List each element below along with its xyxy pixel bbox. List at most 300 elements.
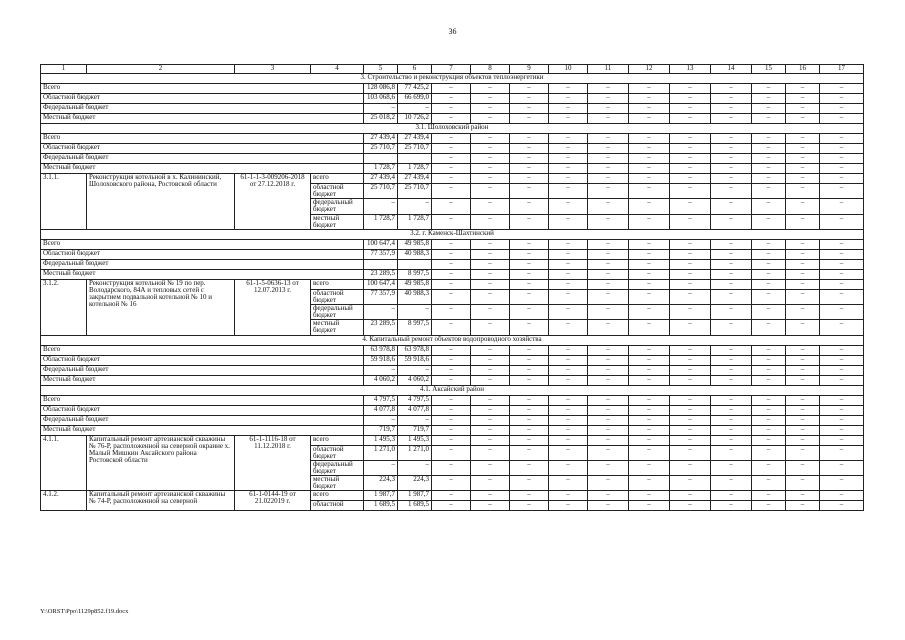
value-cell: – [820,144,864,154]
value-cell: – [820,395,864,405]
value-cell: – [432,460,471,475]
value-cell-col6: 27 439,4 [398,134,432,144]
value-cell-col5: 4 060,2 [364,375,398,385]
value-cell: – [629,491,670,501]
value-cell-col6: – [398,365,432,375]
value-cell: – [820,491,864,501]
page-number: 36 [448,27,457,36]
summary-row [41,154,864,164]
value-cell: – [629,460,670,475]
value-cell: – [549,144,588,154]
value-cell: – [820,184,864,199]
value-cell: – [471,320,510,335]
column-number-cell: 7 [432,65,471,74]
funding-source-label: областной [311,501,364,511]
value-cell: – [629,164,670,174]
value-cell-col6: – [398,305,432,320]
value-cell-col6: 1 689,5 [398,501,432,511]
value-cell: – [711,164,752,174]
value-cell: – [820,84,864,94]
value-cell: – [629,435,670,445]
value-cell-col5: 25 710,7 [364,144,398,154]
value-cell: – [471,305,510,320]
summary-row [41,405,864,415]
value-cell: – [711,174,752,184]
value-cell: – [432,476,471,491]
value-cell: – [711,355,752,365]
value-cell: – [752,84,786,94]
value-cell: – [588,199,629,214]
value-cell: – [588,239,629,249]
value-cell: – [588,259,629,269]
value-cell: – [629,114,670,124]
value-cell: – [432,355,471,365]
value-cell: – [471,460,510,475]
value-cell: – [786,395,820,405]
value-cell: – [588,164,629,174]
value-cell: – [588,269,629,279]
value-cell: – [752,104,786,114]
value-cell: – [786,259,820,269]
item-row [41,491,864,501]
value-cell-col5: 4 077,8 [364,405,398,415]
value-cell: – [820,425,864,435]
value-cell: – [786,305,820,320]
section-heading-row [41,335,864,345]
value-cell: – [752,435,786,445]
value-cell: – [670,425,711,435]
value-cell: – [820,365,864,375]
value-cell: – [471,104,510,114]
value-cell: – [471,395,510,405]
value-cell: – [786,249,820,259]
value-cell: – [752,199,786,214]
value-cell: – [670,345,711,355]
value-cell: – [549,104,588,114]
value-cell: – [510,114,549,124]
value-cell: – [510,199,549,214]
value-cell: – [510,94,549,104]
summary-row [41,259,864,269]
value-cell: – [432,435,471,445]
value-cell: – [786,104,820,114]
value-cell: – [549,445,588,460]
value-cell: – [549,239,588,249]
value-cell-col5: 63 978,8 [364,345,398,355]
summary-row [41,355,864,365]
value-cell: – [510,491,549,501]
value-cell: – [786,214,820,229]
value-cell: – [752,279,786,289]
value-cell-col5: 25 710,7 [364,184,398,199]
value-cell: – [549,501,588,511]
value-cell: – [670,184,711,199]
value-cell: – [711,84,752,94]
value-cell: – [588,249,629,259]
value-cell: – [471,501,510,511]
value-cell: – [670,460,711,475]
value-cell: – [432,164,471,174]
value-cell: – [588,144,629,154]
value-cell-col6: – [398,104,432,114]
value-cell: – [670,501,711,511]
value-cell: – [588,320,629,335]
column-number-cell: 5 [364,65,398,74]
value-cell: – [549,259,588,269]
value-cell: – [629,289,670,304]
value-cell: – [629,320,670,335]
value-cell: – [432,501,471,511]
value-cell: – [711,289,752,304]
value-cell: – [629,104,670,114]
value-cell: – [471,415,510,425]
value-cell: – [549,491,588,501]
value-cell: – [752,425,786,435]
value-cell: – [711,144,752,154]
value-cell: – [786,320,820,335]
value-cell-col6: 719,7 [398,425,432,435]
value-cell: – [510,445,549,460]
value-cell: – [471,154,510,164]
value-cell-col6: – [398,460,432,475]
value-cell: – [752,365,786,375]
item-row [41,435,864,445]
value-cell: – [549,460,588,475]
value-cell-col6: 25 710,7 [398,184,432,199]
value-cell: – [786,174,820,184]
summary-row [41,415,864,425]
value-cell-col6: 8 997,5 [398,320,432,335]
summary-row [41,164,864,174]
value-cell: – [820,460,864,475]
file-path-footer: Y:\ORST\Ppo\1129p852.f19.docx [40,608,129,615]
value-cell: – [549,435,588,445]
value-cell: – [786,199,820,214]
column-number-cell: 12 [629,65,670,74]
value-cell: – [786,134,820,144]
value-cell: – [752,415,786,425]
funding-source-label: местный бюджет [311,320,364,335]
value-cell-col5: 719,7 [364,425,398,435]
value-cell-col5: 23 289,5 [364,269,398,279]
value-cell: – [786,460,820,475]
value-cell: – [510,154,549,164]
value-cell: – [786,405,820,415]
value-cell-col5: 1 271,0 [364,445,398,460]
value-cell-col6: 63 978,8 [398,345,432,355]
value-cell: – [549,249,588,259]
value-cell: – [471,184,510,199]
summary-label: Федеральный бюджет [41,154,364,164]
value-cell: – [432,199,471,214]
summary-row [41,134,864,144]
value-cell-col6: 4 797,5 [398,395,432,405]
value-cell: – [588,305,629,320]
value-cell: – [510,345,549,355]
value-cell-col6: 49 985,8 [398,279,432,289]
value-cell: – [629,355,670,365]
value-cell: – [786,435,820,445]
value-cell: – [670,365,711,375]
value-cell: – [588,134,629,144]
value-cell: – [752,269,786,279]
value-cell: – [629,249,670,259]
value-cell: – [432,114,471,124]
column-number-cell: 3 [235,65,311,74]
value-cell-col5: 23 289,5 [364,320,398,335]
section-heading-row [41,229,864,239]
value-cell-col5: – [364,199,398,214]
value-cell: – [670,491,711,501]
value-cell: – [588,415,629,425]
value-cell-col6 [398,259,432,269]
summary-label: Федеральный бюджет [41,104,364,114]
column-number-cell: 17 [820,65,864,74]
value-cell: – [432,425,471,435]
value-cell: – [629,445,670,460]
value-cell-col5: 77 357,9 [364,289,398,304]
value-cell: – [820,239,864,249]
summary-label: Областной бюджет [41,144,364,154]
value-cell-col6: 49 985,8 [398,239,432,249]
value-cell: – [752,491,786,501]
value-cell: – [588,114,629,124]
value-cell: – [471,405,510,415]
value-cell: – [510,501,549,511]
value-cell: – [670,154,711,164]
value-cell: – [432,415,471,425]
value-cell: – [510,214,549,229]
value-cell: – [549,395,588,405]
value-cell: – [510,84,549,94]
value-cell: – [588,279,629,289]
summary-label: Всего [41,84,364,94]
value-cell: – [670,214,711,229]
summary-label: Областной бюджет [41,355,364,365]
value-cell-col6: 1 271,0 [398,445,432,460]
value-cell: – [711,305,752,320]
value-cell: – [820,279,864,289]
value-cell: – [820,501,864,511]
value-cell: – [549,114,588,124]
value-cell: – [752,94,786,104]
value-cell: – [510,320,549,335]
column-number-cell: 15 [752,65,786,74]
summary-label: Областной бюджет [41,94,364,104]
value-cell: – [670,249,711,259]
value-cell: – [820,345,864,355]
value-cell: – [786,114,820,124]
value-cell: – [711,114,752,124]
item-document: 61-1-5-0636-13 от 12.07.2013 г. [235,279,311,335]
value-cell: – [670,405,711,415]
value-cell-col6: 8 997,5 [398,269,432,279]
value-cell: – [432,365,471,375]
value-cell: – [510,365,549,375]
value-cell: – [820,415,864,425]
value-cell: – [510,355,549,365]
column-number-cell: 1 [41,65,87,74]
value-cell: – [786,154,820,164]
column-number-cell: 16 [786,65,820,74]
summary-label: Областной бюджет [41,249,364,259]
value-cell: – [510,269,549,279]
value-cell: – [670,435,711,445]
value-cell: – [629,174,670,184]
value-cell: – [786,355,820,365]
value-cell: – [471,355,510,365]
value-cell-col6: 1 728,7 [398,164,432,174]
summary-row [41,425,864,435]
value-cell: – [786,491,820,501]
value-cell: – [629,365,670,375]
summary-label: Всего [41,134,364,144]
value-cell: – [471,84,510,94]
value-cell: – [510,279,549,289]
value-cell: – [510,249,549,259]
value-cell: – [549,84,588,94]
value-cell: – [510,435,549,445]
value-cell: – [432,279,471,289]
summary-label: Всего [41,345,364,355]
value-cell: – [670,269,711,279]
value-cell: – [549,214,588,229]
value-cell: – [786,184,820,199]
value-cell: – [471,375,510,385]
column-number-cell: 13 [670,65,711,74]
value-cell: – [588,395,629,405]
value-cell: – [711,104,752,114]
value-cell: – [629,476,670,491]
value-cell: – [549,305,588,320]
value-cell: – [820,375,864,385]
value-cell: – [471,249,510,259]
value-cell: – [432,445,471,460]
value-cell: – [711,269,752,279]
value-cell-col5: 224,3 [364,476,398,491]
value-cell: – [786,476,820,491]
value-cell: – [588,289,629,304]
value-cell: – [588,104,629,114]
value-cell: – [786,279,820,289]
value-cell: – [432,154,471,164]
value-cell-col5: – [364,460,398,475]
value-cell: – [629,259,670,269]
summary-row [41,144,864,154]
value-cell: – [670,94,711,104]
value-cell: – [629,279,670,289]
value-cell: – [670,395,711,405]
value-cell: – [549,154,588,164]
value-cell: – [471,114,510,124]
value-cell: – [786,144,820,154]
value-cell: – [471,345,510,355]
value-cell-col5: 1 689,5 [364,501,398,511]
value-cell: – [588,501,629,511]
value-cell: – [670,305,711,320]
value-cell: – [629,501,670,511]
value-cell: – [510,174,549,184]
value-cell: – [820,249,864,259]
value-cell: – [471,289,510,304]
item-document: 61-1-1116-18 от 11.12.2018 г. [235,435,311,491]
value-cell: – [711,445,752,460]
value-cell: – [786,94,820,104]
value-cell: – [549,289,588,304]
value-cell: – [711,435,752,445]
value-cell: – [670,476,711,491]
value-cell: – [629,184,670,199]
value-cell: – [471,199,510,214]
value-cell: – [549,184,588,199]
value-cell: – [629,375,670,385]
value-cell: – [820,355,864,365]
item-row [41,174,864,184]
value-cell: – [549,269,588,279]
value-cell: – [629,345,670,355]
funding-source-label: областной бюджет [311,445,364,460]
summary-label: Всего [41,239,364,249]
item-number: 3.1.1. [41,174,87,230]
value-cell: – [820,289,864,304]
value-cell: – [670,164,711,174]
value-cell: – [820,405,864,415]
value-cell: – [432,134,471,144]
summary-row [41,239,864,249]
value-cell: – [670,415,711,425]
value-cell: – [432,289,471,304]
value-cell-col5: – [364,305,398,320]
value-cell-col6: 4 077,8 [398,405,432,415]
summary-label: Местный бюджет [41,164,364,174]
value-cell: – [629,239,670,249]
value-cell-col6: 59 918,6 [398,355,432,365]
section-heading-row [41,74,864,84]
value-cell: – [786,289,820,304]
value-cell: – [711,259,752,269]
value-cell: – [432,259,471,269]
value-cell: – [711,345,752,355]
value-cell-col5: 77 357,9 [364,249,398,259]
value-cell-col5: – [364,415,398,425]
value-cell: – [711,365,752,375]
summary-row [41,269,864,279]
value-cell: – [588,184,629,199]
value-cell: – [820,445,864,460]
value-cell: – [711,214,752,229]
value-cell: – [510,460,549,475]
value-cell: – [711,491,752,501]
value-cell-col6: 1 987,7 [398,491,432,501]
summary-row [41,104,864,114]
value-cell: – [549,425,588,435]
value-cell: – [629,134,670,144]
value-cell: – [588,365,629,375]
value-cell: – [549,134,588,144]
value-cell: – [432,395,471,405]
summary-label: Местный бюджет [41,114,364,124]
funding-source-label: областной бюджет [311,184,364,199]
value-cell: – [711,279,752,289]
summary-label: Федеральный бюджет [41,365,364,375]
value-cell: – [670,144,711,154]
value-cell: – [549,94,588,104]
value-cell: – [752,345,786,355]
value-cell: – [786,84,820,94]
value-cell: – [786,415,820,425]
column-number-cell: 14 [711,65,752,74]
value-cell: – [510,239,549,249]
